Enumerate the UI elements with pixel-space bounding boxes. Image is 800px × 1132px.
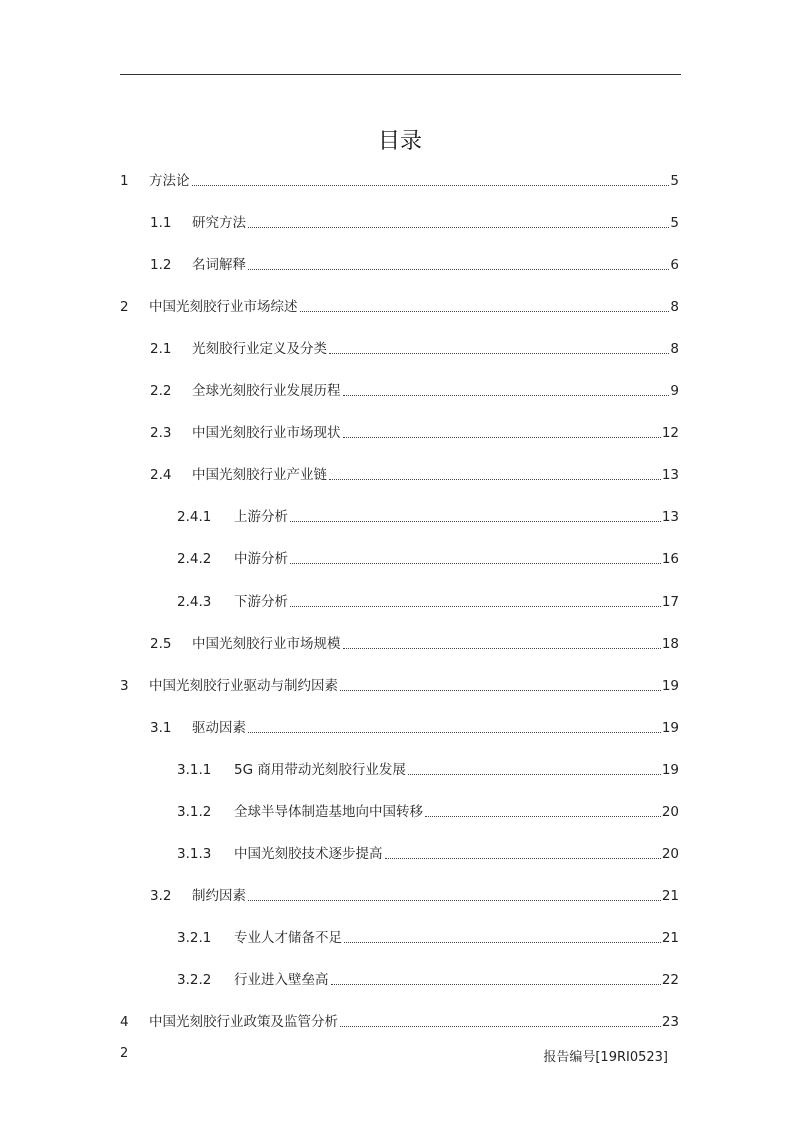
toc-entry-number: 3.1: [150, 720, 172, 736]
toc-entry-title: 全球半导体制造基地向中国转移: [234, 804, 423, 820]
toc-entry-page: 18: [661, 636, 679, 652]
toc-dot-leader: [343, 395, 670, 396]
toc-entry-title: 研究方法: [192, 215, 246, 231]
toc-dot-leader: [192, 185, 670, 186]
toc-entry-title: 下游分析: [234, 594, 288, 610]
toc-entry-page: 6: [670, 257, 679, 273]
toc-entry-title: 中国光刻胶行业驱动与制约因素: [149, 678, 338, 694]
toc-dot-leader: [248, 900, 661, 901]
toc-entry[interactable]: [177, 592, 679, 612]
toc-entry[interactable]: [120, 1012, 679, 1032]
page-title: 目录: [377, 129, 422, 154]
toc-entry-title: 光刻胶行业定义及分类: [192, 341, 327, 357]
toc-dot-leader: [248, 269, 669, 270]
toc-entry-number: 3.2.1: [177, 930, 212, 946]
toc-entry-title: 全球光刻胶行业发展历程: [192, 383, 341, 399]
toc-entry-page: 20: [661, 804, 679, 820]
footer-page-number: 2: [120, 1046, 129, 1061]
toc-entry-page: 5: [670, 173, 679, 189]
toc-entry[interactable]: [150, 381, 679, 401]
toc-entry-number: 4: [120, 1014, 129, 1030]
toc-entry[interactable]: [150, 423, 679, 443]
toc-entry-title: 名词解释: [192, 257, 246, 273]
toc-entry-page: 19: [661, 678, 679, 694]
toc-entry-number: 3.1.2: [177, 804, 212, 820]
toc-entry[interactable]: [120, 297, 679, 317]
toc-entry-number: 2: [120, 299, 129, 315]
toc-dot-leader: [248, 227, 669, 228]
toc-entry-number: 2.4: [150, 467, 172, 483]
toc-entry[interactable]: [177, 802, 679, 822]
toc-entry-number: 2.1: [150, 341, 172, 357]
toc-entry-title: 上游分析: [234, 509, 288, 525]
toc-entry-title: 中国光刻胶行业产业链: [192, 467, 327, 483]
toc-dot-leader: [290, 563, 661, 564]
toc-entry-title: 制约因素: [192, 888, 246, 904]
toc-entry-page: 16: [661, 551, 679, 567]
toc-dot-leader: [385, 858, 661, 859]
toc-entry-number: 2.2: [150, 383, 172, 399]
toc-entry-page: 8: [670, 341, 679, 357]
toc-dot-leader: [290, 606, 661, 607]
toc-entry-page: 21: [661, 930, 679, 946]
toc-dot-leader: [344, 942, 661, 943]
toc-entry-number: 2.4.3: [177, 594, 212, 610]
toc-dot-leader: [408, 774, 661, 775]
toc-entry-number: 1.2: [150, 257, 172, 273]
toc-entry-page: 21: [661, 888, 679, 904]
toc-entry-number: 3.1.3: [177, 846, 212, 862]
toc-entry-number: 2.4.1: [177, 509, 212, 525]
toc-entry[interactable]: [120, 676, 679, 696]
toc-entry[interactable]: [177, 507, 679, 527]
toc-dot-leader: [343, 648, 661, 649]
toc-entry-page: 22: [661, 972, 679, 988]
toc-dot-leader: [329, 479, 661, 480]
toc-dot-leader: [248, 732, 661, 733]
toc-entry-number: 1: [120, 173, 129, 189]
toc-entry[interactable]: [150, 255, 679, 275]
toc-dot-leader: [340, 1026, 661, 1027]
toc-entry-title: 中国光刻胶行业市场现状: [192, 425, 341, 441]
toc-entry-page: 9: [670, 383, 679, 399]
toc-dot-leader: [329, 353, 669, 354]
toc-entry-title: 中国光刻胶技术逐步提高: [234, 846, 383, 862]
toc-entry-title: 中国光刻胶行业政策及监管分析: [149, 1014, 338, 1030]
toc-entry-title: 中游分析: [234, 551, 288, 567]
toc-entry[interactable]: [150, 718, 679, 738]
toc-entry[interactable]: [120, 171, 679, 191]
footer-report-code: 报告编号[19RI0523]: [543, 1050, 668, 1065]
toc-entry-page: 12: [661, 425, 679, 441]
toc-entry[interactable]: [177, 549, 679, 569]
toc-dot-leader: [300, 311, 670, 312]
toc-entry-page: 5: [670, 215, 679, 231]
toc-entry[interactable]: [150, 886, 679, 906]
toc-entry-title: 中国光刻胶行业市场规模: [192, 636, 341, 652]
toc-entry-title: 中国光刻胶行业市场综述: [149, 299, 298, 315]
toc-entry-page: 19: [661, 762, 679, 778]
toc-entry[interactable]: [150, 465, 679, 485]
toc-entry-number: 2.4.2: [177, 551, 212, 567]
toc-entry-number: 3.1.1: [177, 762, 212, 778]
toc-entry-page: 8: [670, 299, 679, 315]
toc-entry-number: 3.2.2: [177, 972, 212, 988]
toc-entry-page: 13: [661, 509, 679, 525]
toc-entry-number: 1.1: [150, 215, 172, 231]
toc-entry-page: 23: [661, 1014, 679, 1030]
toc-entry-page: 20: [661, 846, 679, 862]
toc-entry-page: 13: [661, 467, 679, 483]
toc-entry-number: 2.5: [150, 636, 172, 652]
toc-entry[interactable]: [150, 339, 679, 359]
toc-dot-leader: [425, 816, 661, 817]
toc-dot-leader: [331, 984, 661, 985]
toc-entry-number: 3: [120, 678, 129, 694]
toc-entry[interactable]: [177, 928, 679, 948]
toc-entry-title: 方法论: [149, 173, 190, 189]
toc-entry[interactable]: [150, 634, 679, 654]
toc-entry-number: 3.2: [150, 888, 172, 904]
toc-entry-page: 19: [661, 720, 679, 736]
toc-entry-title: 驱动因素: [192, 720, 246, 736]
toc-entry[interactable]: [177, 970, 679, 990]
toc-entry-title: 行业进入壁垒高: [234, 972, 329, 988]
toc-entry-title: 5G 商用带动光刻胶行业发展: [234, 762, 406, 778]
toc-entry-number: 2.3: [150, 425, 172, 441]
toc-dot-leader: [340, 690, 661, 691]
toc-entry-title: 专业人才储备不足: [234, 930, 342, 946]
toc-dot-leader: [343, 437, 661, 438]
toc-entry[interactable]: [177, 844, 679, 864]
toc-entry[interactable]: [177, 760, 679, 780]
toc-entry[interactable]: [150, 213, 679, 233]
toc-entry-page: 17: [661, 594, 679, 610]
toc-dot-leader: [290, 521, 661, 522]
